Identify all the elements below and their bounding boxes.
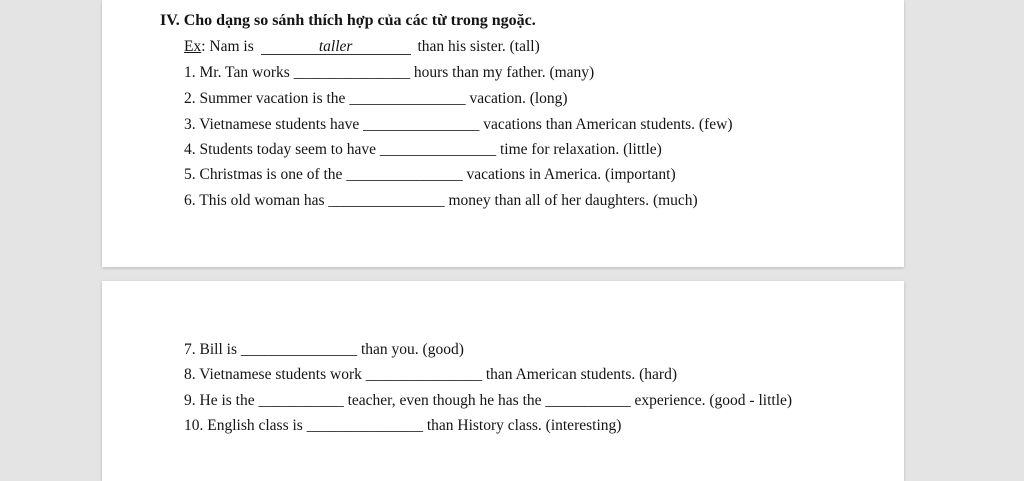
question-text: 6. This old woman has — [184, 192, 325, 209]
answer-blank[interactable]: _______________ — [240, 341, 358, 358]
question-text: 2. Summer vacation is the — [184, 90, 346, 107]
answer-blank[interactable]: _______________ — [328, 192, 445, 209]
question-text: vacation. (long) — [469, 90, 568, 107]
question-text: time for relaxation. (little) — [500, 141, 662, 158]
question-text: 1. Mr. Tan works — [184, 64, 290, 81]
question-text: vacations than American students. (few) — [483, 116, 733, 133]
answer-blank[interactable]: _______________ — [293, 64, 410, 81]
question-text: than American students. (hard) — [485, 366, 677, 383]
question-text: 7. Bill is — [184, 341, 237, 358]
question-8 — [184, 366, 677, 384]
question-text: hours than my father. (many) — [413, 64, 595, 81]
worksheet-page-2 — [102, 281, 904, 481]
question-text: 8. Vietnamese students work — [184, 366, 362, 383]
question-2 — [184, 90, 568, 108]
example-before: : Nam is — [201, 38, 254, 55]
question-text: experience. (good - little) — [634, 392, 793, 409]
answer-blank[interactable]: _______________ — [363, 116, 480, 133]
section-title: IV. Cho dạng so sánh thích hợp của các từ trong ngoặc. — [160, 12, 536, 29]
example-label: Ex — [184, 38, 202, 55]
example-after: than his sister. (tall) — [417, 38, 540, 55]
question-text: money than all of her daughters. (much) — [448, 192, 698, 209]
worksheet-page-1 — [102, 0, 904, 267]
question-4 — [184, 141, 662, 159]
answer-blank[interactable]: _______________ — [346, 166, 463, 183]
question-text: 4. Students today seem to have — [184, 141, 376, 158]
example-line — [184, 38, 540, 56]
question-text: 10. English class is — [184, 417, 303, 434]
example-answer: taller — [261, 40, 411, 55]
question-6 — [184, 192, 698, 210]
question-7 — [184, 341, 464, 359]
question-1 — [184, 64, 594, 82]
question-5 — [184, 166, 676, 184]
question-10 — [184, 417, 621, 435]
question-text: 3. Vietnamese students have — [184, 116, 360, 133]
answer-blank[interactable]: ___________ — [545, 392, 631, 409]
question-text: 5. Christmas is one of the — [184, 166, 343, 183]
question-3 — [184, 116, 733, 134]
question-text: than History class. (interesting) — [426, 417, 622, 434]
answer-blank[interactable]: ___________ — [258, 392, 344, 409]
question-text: vacations in America. (important) — [466, 166, 676, 183]
question-text: teacher, even though he has the — [347, 392, 542, 409]
answer-blank[interactable]: _______________ — [306, 417, 423, 434]
question-text: 9. He is the — [184, 392, 255, 409]
answer-blank[interactable]: _______________ — [365, 366, 482, 383]
question-9 — [184, 392, 792, 410]
question-text: than you. (good) — [360, 341, 464, 358]
answer-blank[interactable]: _______________ — [349, 90, 466, 107]
answer-blank[interactable]: _______________ — [379, 141, 497, 158]
